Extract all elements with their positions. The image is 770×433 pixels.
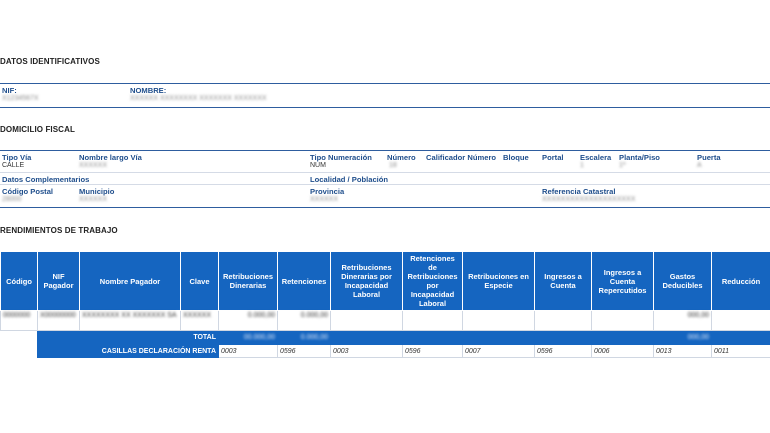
- portal-label: Portal: [542, 153, 564, 162]
- total-retenciones: [278, 331, 331, 345]
- escalera-value: 1: [580, 162, 584, 169]
- datos-box: [0, 83, 770, 108]
- casilla-reduccion: 0011: [712, 345, 770, 358]
- cell-blank: [1, 345, 38, 358]
- nif-label: NIF:: [2, 86, 17, 95]
- row-divider: [0, 184, 770, 185]
- header-retribuciones-especie: Retribuciones en Especie: [463, 252, 535, 311]
- casilla-ingresos-repercutidos: 0006: [592, 345, 654, 358]
- codigo-postal-value: 28000: [2, 196, 22, 203]
- total-dinerarias: [219, 331, 278, 345]
- casilla-ingresos-cuenta: 0596: [535, 345, 592, 358]
- total-cell: [535, 331, 592, 345]
- complementarios-label: Datos Complementarios: [2, 175, 90, 184]
- municipio-label: Municipio: [79, 187, 115, 196]
- planta-label: Planta/Piso: [619, 153, 660, 162]
- cell-retenciones: 0.000,00: [278, 311, 331, 331]
- casilla-gastos: 0013: [654, 345, 712, 358]
- casilla-especie: 0007: [463, 345, 535, 358]
- numero-label: Número: [387, 153, 416, 162]
- tipo-via-label: Tipo Vía: [2, 153, 32, 162]
- bloque-label: Bloque: [503, 153, 529, 162]
- cell-empty: [592, 311, 654, 331]
- total-gastos-value: 000,00: [687, 334, 709, 341]
- casilla-dinerarias: 0003: [219, 345, 278, 358]
- provincia-value: XXXXXX: [310, 196, 339, 203]
- provincia-label: Provincia: [310, 187, 345, 196]
- cell-nif: X00000000: [38, 311, 80, 331]
- total-cell: [712, 331, 770, 345]
- total-cell: [331, 331, 403, 345]
- header-clave: Clave: [181, 252, 219, 311]
- codigo-postal-label: Código Postal: [2, 187, 54, 196]
- tipo-numeracion-value: NUM: [310, 162, 326, 169]
- header-retenciones-incapacidad: Retenciones de Retribuciones por Incapacidad Laboral: [403, 252, 463, 311]
- numero-value: 18: [389, 162, 397, 169]
- total-label: TOTAL: [38, 331, 219, 345]
- header-retribuciones-dinerarias: Retribuciones Dinerarias: [219, 252, 278, 311]
- cell-nombre: XXXXXXXX XX XXXXXXX SA: [80, 311, 181, 331]
- header-ingresos-repercutidos: Ingresos a Cuenta Repercutidos: [592, 252, 654, 311]
- cell-empty: [712, 311, 770, 331]
- casillas-label: CASILLAS DECLARACIÓN RENTA: [38, 345, 219, 358]
- total-cell: [592, 331, 654, 345]
- localidad-label: Localidad / Población: [310, 175, 389, 184]
- nombre-via-label: Nombre largo Vía: [79, 153, 142, 162]
- cell-empty: [535, 311, 592, 331]
- calificador-label: Calificador Número: [426, 153, 497, 162]
- cell-clave: XXXXXX: [181, 311, 219, 331]
- nombre-via-value: XXXXXX: [79, 162, 108, 169]
- planta-value: 1ª: [619, 162, 626, 169]
- total-retenciones-value: 0.000,00: [300, 334, 328, 341]
- section-title-rendimientos: RENDIMIENTOS DE TRABAJO: [0, 226, 118, 235]
- section-title-datos: DATOS IDENTIFICATIVOS: [0, 57, 100, 66]
- cell-empty: [331, 311, 403, 331]
- total-cell: [403, 331, 463, 345]
- cell-empty: [463, 311, 535, 331]
- total-gastos: [654, 331, 712, 345]
- puerta-label: Puerta: [697, 153, 721, 162]
- cell-gastos: 000,00: [654, 311, 712, 331]
- cell-blank: [1, 331, 38, 345]
- table-row: [1, 311, 770, 331]
- puerta-value: A: [697, 162, 702, 169]
- casilla-dinerarias-incapacidad: 0003: [331, 345, 403, 358]
- header-nif-pagador: NIF Pagador: [38, 252, 80, 311]
- referencia-catastral-label: Referencia Catastral: [542, 187, 616, 196]
- section-title-domicilio: DOMICILIO FISCAL: [0, 125, 75, 134]
- casillas-row: [1, 345, 770, 358]
- referencia-catastral-value: XXXXXXXXXXXXXXXXXXXX: [542, 196, 636, 203]
- nombre-label: NOMBRE:: [130, 86, 167, 95]
- escalera-label: Escalera: [580, 153, 612, 162]
- nif-value: X1234567X: [2, 95, 39, 102]
- nombre-value: XXXXXX XXXXXXXX XXXXXXX XXXXXXX: [130, 95, 267, 102]
- casilla-retenciones-incapacidad: 0596: [403, 345, 463, 358]
- tipo-numeracion-label: Tipo Numeración: [310, 153, 372, 162]
- municipio-value: XXXXXX: [79, 196, 108, 203]
- cell-codigo: 0000000: [1, 311, 38, 331]
- row-divider: [0, 172, 770, 173]
- cell-empty: [403, 311, 463, 331]
- cell-dinerarias: 0.000,00: [219, 311, 278, 331]
- tipo-via-value: CALLE: [2, 162, 25, 169]
- header-codigo: Código: [1, 252, 38, 311]
- header-retribuciones-incapacidad: Retribuciones Dinerarias por Incapacidad Laboral: [331, 252, 403, 311]
- header-reduccion: Reducción: [712, 252, 770, 311]
- header-nombre-pagador: Nombre Pagador: [80, 252, 181, 311]
- header-retenciones: Retenciones: [278, 252, 331, 311]
- rendimientos-table: [0, 251, 770, 358]
- total-dinerarias-value: 00.000,00: [243, 334, 275, 341]
- casilla-retenciones: 0596: [278, 345, 331, 358]
- header-ingresos-cuenta: Ingresos a Cuenta: [535, 252, 592, 311]
- header-gastos-deducibles: Gastos Deducibles: [654, 252, 712, 311]
- total-row: [1, 331, 770, 345]
- total-cell: [463, 331, 535, 345]
- table-header-row: [1, 252, 770, 311]
